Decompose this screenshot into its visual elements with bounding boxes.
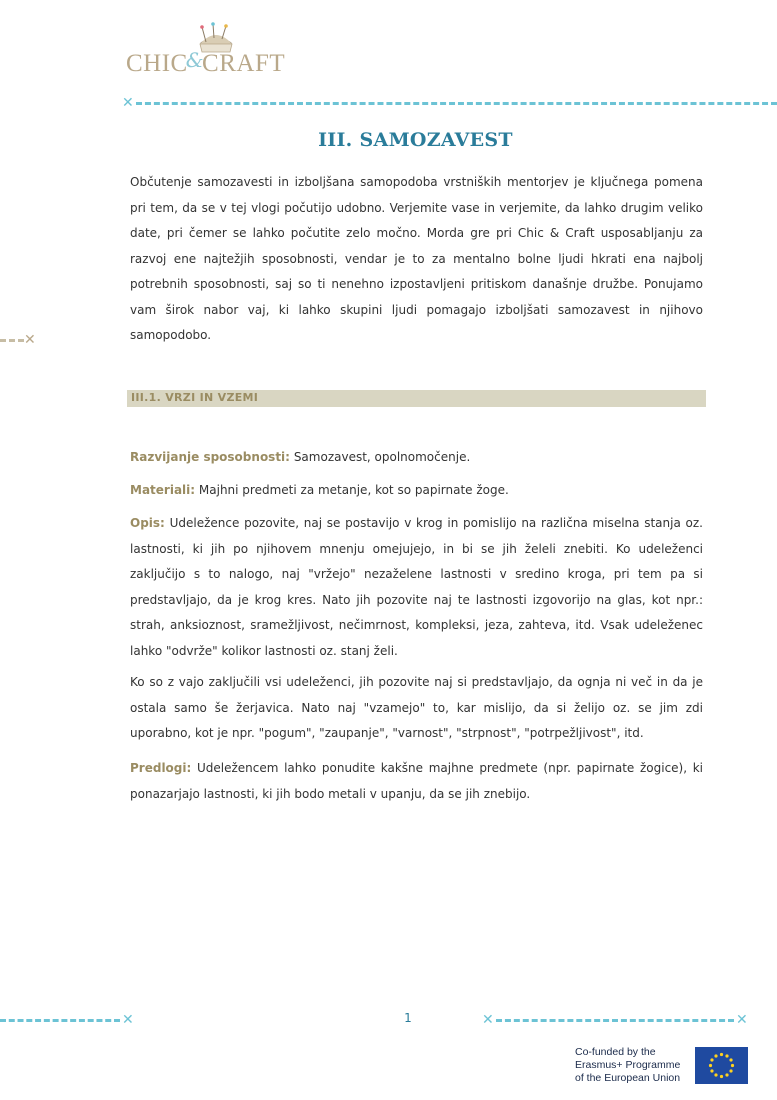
logo-word-craft: CRAFT (202, 50, 286, 77)
materials-paragraph (130, 478, 703, 504)
eu-star-icon (714, 1073, 717, 1076)
eu-star-icon (731, 1064, 734, 1067)
cofunded-line: Erasmus+ Programme (575, 1059, 681, 1071)
eu-star-icon (720, 1075, 723, 1078)
suggestions-text: Udeležencem lahko ponudite kakšne majhne predmete (npr. papirnate žogice), ki ponazarjajo lastnosti, ki jih bodo metali v upanju, da se jih znebijo. (130, 761, 703, 801)
stitch-line-left (0, 339, 24, 342)
skills-paragraph (130, 445, 703, 471)
eu-star-icon (710, 1058, 713, 1061)
stitch-line-bottom-right (496, 1019, 734, 1022)
eu-star-icon (725, 1054, 728, 1057)
eu-flag-icon (695, 1047, 748, 1084)
page-title: III. SAMOZAVEST (318, 129, 513, 151)
logo-wordmark (126, 50, 285, 78)
stitch-x-icon: ✕ (122, 95, 134, 111)
intro-paragraph: Občutenje samozavesti in izboljšana samopodoba vrstniških mentorjev je ključnega pomena pri tem, da se v tej vlogi počutijo udobno. Verjemite vase in verjemite, da lahko drugim veliko date, pri čemer se lahko počutite zelo močno. Morda gre pri Chic & Craft usposabljanju za razvoj ene najtežjih sposobnosti, vendar je to za mentalno bolne ljudi hkrati ena najbolj potrebnih sposobnosti, saj so ti nenehno izpostavljeni pritiskom današnje družbe. Ponujamo vam širok nabor vaj, ki lahko skupini ljudi pomagajo izboljšati samozavest in njihovo samopodobo. (130, 175, 703, 342)
description-label: Opis: (130, 516, 165, 530)
materials-label: Materiali: (130, 483, 196, 497)
suggestions-paragraph (130, 756, 703, 807)
page-number: 1 (404, 1011, 412, 1025)
stitch-line-top (136, 102, 777, 105)
stitch-x-icon: ✕ (24, 332, 36, 348)
eu-star-icon (714, 1054, 717, 1057)
description-paragraph (130, 511, 703, 664)
eu-star-icon (720, 1053, 723, 1056)
eu-star-icon (729, 1058, 732, 1061)
suggestions-label: Predlogi: (130, 761, 192, 775)
description-continued-paragraph: Ko so z vajo zaključili vsi udeleženci, jih pozovite naj si predstavljajo, da ognja ni več in da je ostala samo še žerjavica. Nato naj "vzamejo" to, kar mislijo, da si želijo oz. se jim zdi uporabno, kot je npr. "pogum", "zaupanje", "varnost", "strpnost", "potrpežljivost", itd. (130, 675, 703, 740)
description-text: Udeležence pozovite, naj se postavijo v krog in pomislijo na različna miselna stanja oz. lastnosti, ki jih po njihovem mnenju omejujejo, in bi se jih želeli znebiti. Ko udeleženci zaključijo s to nalogo, naj "vržejo" nezaželene lastnosti v sredino kroga, pri tem pa si predstavljajo, da je krog kres. Nato jih pozovite naj te lastnosti izgovorijo na glas, kot npr.: strah, anksioznost, sramežljivost, nečimrnost, kompleksi, jeza, zahteva, itd. Vsak udeleženec lahko "odvrže" kolikor lastnosti oz. stanj želi. (130, 516, 703, 658)
materials-text: Majhni predmeti za metanje, kot so papirnate žoge. (198, 483, 509, 497)
stitch-x-icon: ✕ (482, 1012, 494, 1028)
eu-star-icon (710, 1069, 713, 1072)
eu-star-icon (729, 1069, 732, 1072)
section-title: III.1. VRZI IN VZEMI (131, 391, 259, 404)
skills-label: Razvijanje sposobnosti: (130, 450, 290, 464)
logo-ampersand: & (185, 48, 205, 72)
stitch-x-icon: ✕ (122, 1012, 134, 1028)
skills-text: Samozavest, opolnomočenje. (293, 450, 471, 464)
cofunded-text (575, 1046, 680, 1085)
eu-star-icon (709, 1064, 712, 1067)
stitch-line-bottom-left (0, 1019, 120, 1022)
stitch-x-icon: ✕ (736, 1012, 748, 1028)
cofunded-line: of the European Union (575, 1072, 681, 1084)
cofunded-line: Co-funded by the (575, 1046, 656, 1058)
eu-star-icon (725, 1073, 728, 1076)
logo-word-chic: CHIC (126, 50, 188, 77)
